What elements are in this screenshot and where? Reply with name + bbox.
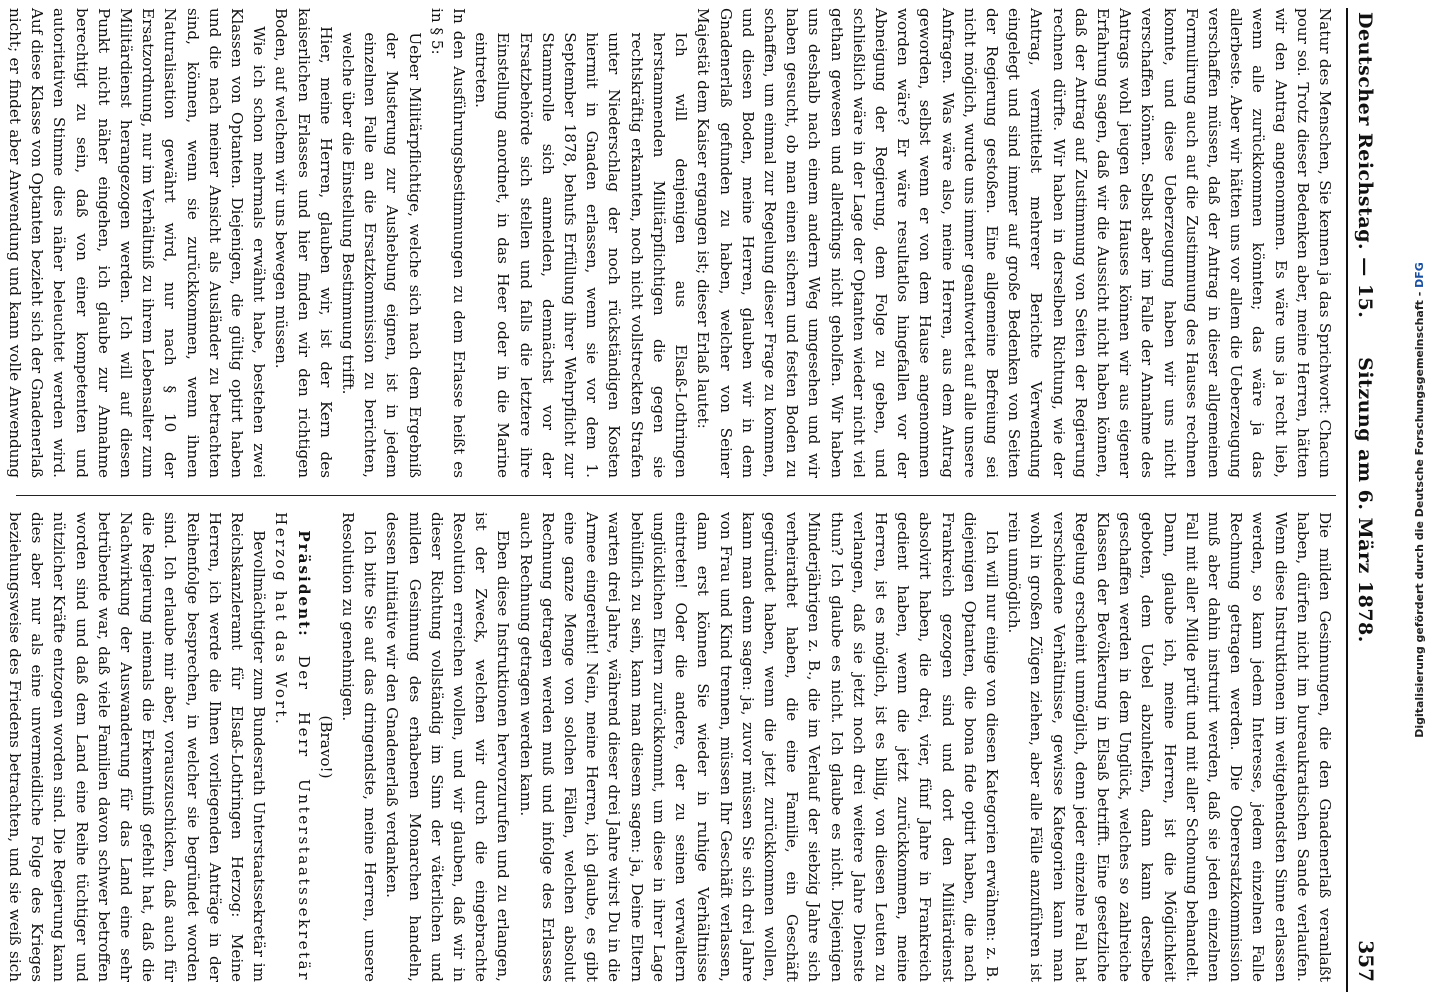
speaker-label: Präsident: xyxy=(294,530,313,638)
paragraph: Wie ich schon mehrmals erwähnt habe, bestehen zwei Klassen von Optanten. Diejenigen, die gültig optirt haben und die nach meiner Ansicht als Ausländer zu betrachten sind, können, wenn sie zurückkommen, wenn ihnen Naturalisation gewährt wird, nur nach § 10 der Ersatzordnung, nur im Verhältniß zu ihrem Lebensalter zum Militärdienst herangezogen werden. Ich will auf diesen Punkt nicht näher eingehen, ich glaube zur Annahme berechtigt zu sein, daß von einer kompetenten und autoritativen Stimme dies näher beleuchtet werden wird. Auf diese Klasse von Optanten bezieht sich der Gnadenerlaß nicht; er findet aber Anwendung und kann volle Anwendung xyxy=(6,8,269,478)
paragraph: Ich will nur einige von diesen Kategorien erwähnen: z. B. diejenigen Optanten, die bona fide optirt haben, die nach Frankreich gezogen sind und dort den Militärdienst absolvirt haben, die drei, vier, fünf Jahre in Frankreich gedient haben, wenn die jetzt zurückkommen, meine Herren, ist es möglich, ist es billig, von diesen Leuten zu verlangen, daß sie jetzt noch drei weitere Jahre Dienste thun? Ich glaube es nicht. Ich glaube es nicht. Diejenigen Minderjährigen z. B., die im Verlauf der siebzig Jahre sich verheirathet haben, die eine Familie, ein Geschäft gegründet haben, wenn die jetzt zurückkommen wollen, kann man denn sagen: ja, zuvor müssen Sie sich drei Jahre von Frau und Kind trennen, müssen Ihr Geschäft verlassen, dann erst können Sie wieder in ruhige Verhältnisse eintreten! Oder die andere, der zu seinen verwaltern unglücklichen Eltern zurückkommt, um diese in ihrer Lage behülflich zu sein, kann man diesem sagen: ja, Deine Eltern warten drei Jahre, während dieser drei Jahre wirst Du in die Armee eingereiht! Nein, meine Herren, ich glaube, es gibt eine ganze Menge von solchen Fällen, welchen absolut Rechnung getragen werden muß und infolge des Erlasses auch Rechnung getragen werden kann. xyxy=(516,512,1001,982)
right-column xyxy=(6,512,1336,982)
column-divider xyxy=(16,495,1336,496)
speaker-paragraph xyxy=(270,512,314,982)
header-publication: Deutscher Reichstag. — 15. xyxy=(1354,12,1376,319)
paragraph: In den Ausführungsbestimmungen zu dem Erlasse heißt es in § 5: xyxy=(427,8,469,478)
paragraph: Eben diese Instruktionen hervorzurufen und zu erlangen, ist der Zweck, welchen wir durch die eingebrachte Resolution erreichen wollen, und wir glauben, daß wir in dieser Richtung vollständig im Sinn der väterlichen und milden Gesinnung des erhabenen Monarchen handeln, dessen Initiative wir den Gnadenerlaß verdanken. xyxy=(383,512,513,982)
paragraph: Bevollmächtigter zum Bundesrath Unterstaatssekretär im Reichskanzleramt für Elsaß-Lothringen Herzog: Meine Herren, ich werde die Ihnen vorliegenden Anträge in der Reihenfolge besprechen, in welcher sie begründet worden sind. Ich erlaube mir aber, vorauszuschicken, daß auch für die Regierung niemals die Erkenntniß gefehlt hat, daß die Nachwirkung der Auswanderung für das Land eine sehr betrübende war, daß viele Familien davon schwer betroffen worden sind und daß dem Land eine Reihe tüchtiger und nützlicher Kräfte entzogen worden sind. Die Regierung kann dies aber nur als eine unvermeidliche Folge des Krieges beziehungsweise des Friedens betrachten, und sie weiß sich xyxy=(6,512,269,982)
page-header xyxy=(1344,0,1392,1000)
paragraph: Die milden Gesinnungen, die den Gnadenerlaß veranlaßt haben, dürfen nicht im bureaukratischen Sande verlaufen. Wenn diese Instruktionen im weitgehendsten Sinne erlassen werden, so kann jedem Interesse, jedem einzelnen Falle Rechnung getragen werden. Die Oberersatzkommission muß aber dahin instruirt werden, daß sie jeden einzelnen Fall mit aller Milde prüft und mit aller Schonung behandelt. Dann, glaube ich, meine Herren, ist die Möglichkeit geboten, dem Uebel abzuhelfen, dann kann derselbe geschaffen werden in dem Unglück, welches so zahlreiche Klassen der Bevölkerung in Elsaß betrifft. Eine gesetzliche Regelung erscheint unmöglich, denn jeder einzelne Fall hat verschiedene Verhältnisse, gewisse Kategorien kann man wohl in großen Zügen ziehen, aber alle Fälle anzuführen ist rein unmöglich. xyxy=(1005,512,1334,982)
left-column xyxy=(6,8,1336,478)
quoted-paragraph: Ich will denjenigen aus Elsaß-Lothringen herstammenden Militärpflichtigen die gegen sie rechtskräftig erkannten, noch nicht vollstreckten Strafen unter Niederschlag der noch rückständigen Kosten hiermit in Gnaden erlassen, wenn sie vor dem 1. September 1878, behufs Erfüllung ihrer Wehrpflicht zur Stammrolle sich anmelden, demnächst vor der Ersatzbehörde sich stellen und falls die letztere ihre Einstellung anordnet, in das Heer oder in die Marine eintreten. xyxy=(472,32,691,478)
interjection: (Bravo!) xyxy=(316,715,335,779)
paragraph: Ich bitte Sie auf das dringendste, meine Herren, unsere Resolution zu genehmigen. xyxy=(339,512,380,982)
header-rule xyxy=(1346,8,1348,992)
digitization-note xyxy=(1408,0,1432,1000)
quoted-paragraph: Ueber Militärpflichtige, welche sich nach dem Ergebniß der Musterung zur Aushebung eignen, ist in jedem einzelnen Falle an die Ersatzkommission zu berichten, welche über die Einstellung Bestimmung trifft. xyxy=(339,32,424,478)
funding-note-text: Digitalisierung gefördert durch die Deutsche Forschungsgemeinschaft - xyxy=(1413,287,1426,738)
speaker-text: Der Herr Unterstaatssekretär Herzog hat das Wort. xyxy=(272,512,313,982)
header-session-date: Sitzung am 6. März 1878. xyxy=(1354,357,1376,643)
dfg-logo-text: DFG xyxy=(1413,262,1426,288)
paragraph: Natur des Menschen, Sie kennen ja das Sprichwort: Chacun pour soi. Trotz dieser Bedenken aber, meine Herren, hätten wir den Antrag angenommen. Es wäre uns ja recht lieb, wenn alle zurückkommen könnten; das wäre ja das allerbeste. Aber wir hätten uns vor allem die Ueberzeugung verschaffen müssen, daß der Antrag in dieser allgemeinen Formulirung auch auf die Zustimmung des Hauses rechnen konnte, und diese Ueberzeugung haben wir uns nicht verschaffen können. Selbst aber im Falle der Annahme des Antrags wohl jeugen des Hauses können wir aus eigener Erfahrung sagen, daß wir die Aussicht nicht haben können, daß der Antrag auf Zustimmung von Seiten der Regierung rechnen dürfte. Wir haben in derselben Richtung, wie der Antrag, vermittelst mehrerer Berichte Verwendung eingelegt und sind immer auf große Bedenken von Seiten der Regierung gestoßen. Eine allgemeine Befreiung sei nicht möglich, wurde uns immer geantwortet auf alle unsere Anfragen. Was wäre also, meine Herren, aus dem Antrag geworden, selbst wenn er von dem Hause angenommen worden wäre? Er wäre resultatlos hingefallen vor der Abneigung der Regierung, dem Folge zu geben, und schließlich wäre in der Lage der Optanten wieder nicht viel gethan gewesen und allerdings nicht geholfen. Wir haben uns deshalb nach einem andern Weg umgesehen und wir haben gesucht, ob man einen sichern und festen Boden zu schaffen, um einmal zur Regelung dieser Frage zu kommen, und diesen Boden, meine Herren, glauben wir in dem Gnadenerlaß gefunden zu haben, welcher von Seiner Majestät dem Kaiser ergangen ist; dieser Erlaß lautet: xyxy=(694,8,1334,478)
page-number: 357 xyxy=(1354,940,1378,982)
paragraph: Hier, meine Herren, glauben wir, ist der Kern des kaiserlichen Erlasses und hier finden wir den richtigen Boden, auf welchem wir uns bewegen müssen. xyxy=(272,8,335,478)
